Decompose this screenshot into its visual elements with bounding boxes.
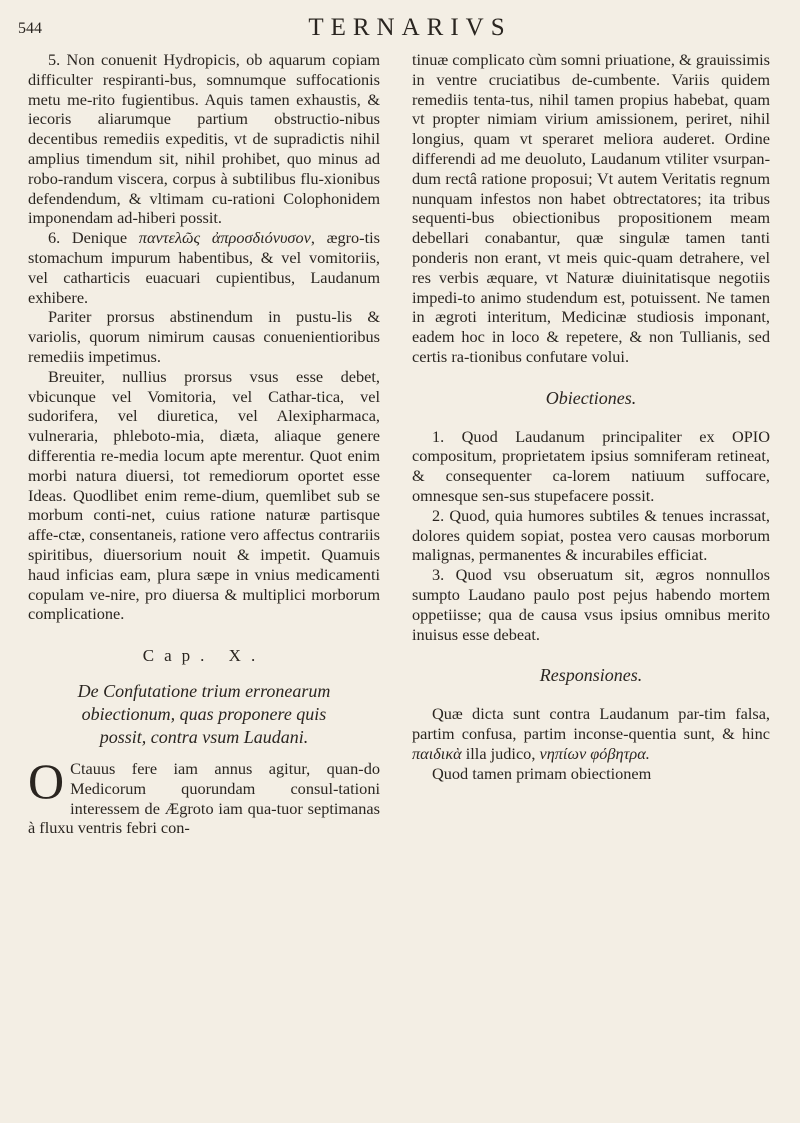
drop-cap: O	[28, 752, 65, 809]
objection-2: 2. Quod, quia humores subtiles & tenues incrassat, dolores quidem sopiat, postea vero causas morborum malignas, permanentes & incurabiles efficiat.	[412, 505, 770, 565]
response-start: Quæ dicta sunt contra Laudanum par-tim falsa, partim confusa, partim inconse-quentia sunt, & hinc	[412, 704, 770, 743]
paragraph-6-start: 6. Denique	[48, 228, 139, 248]
running-title: TERNARIVS	[308, 14, 512, 41]
opening-paragraph	[28, 752, 380, 838]
page-header	[0, 10, 800, 50]
response-end: illa judico,	[461, 743, 536, 763]
paragraph-pariter: Pariter prorsus abstinendum in pustu-lis & variolis, quorum nimirum causas conuenientioribus remediis impetimus.	[28, 307, 380, 366]
obiectiones-heading: Obiectiones.	[545, 387, 637, 408]
chapter-heading-line-1: De Confutatione trium erronearum	[77, 680, 331, 701]
left-column	[28, 50, 380, 838]
page-number: 544	[18, 20, 42, 37]
paragraph-continued: tinuæ complicato cùm somni priuatione, & grauissimis in ventre cruciatibus de-cumbente. Variis quidem remediis tenta-tus, nihil tamen propius habebat, quam vt propter nimiam virium amissionem, periret, nihil longius, quam vt speraret meliora auderet. Ordine differendi ad me deuoluto, Laudanum vtiliter vsurpan-dum rectâ ratione proposui; Vt autem Veritatis regnum nunquam infestos non habet obtrectatores; ita tribus sequenti-bus obiectionibus propositionem meam debellari conabantur, quæ singulæ tamen tanti ponderis non erant, vt meis quic-quam detrahere, vel res verbis æquare, vt Naturæ diuinitatisque negotiis impedi-to animo studendum est, potuissent. Ne tamen in ægroti interitum, Medicinæ studiosis imponant, eadem hoc in loco & repetere, & non Tullianis, sed certis ra-tionibus confutare volui.	[412, 50, 770, 366]
paragraph-5: 5. Non conuenit Hydropicis, ob aquarum copiam difficulter respiranti-bus, somnumque suffocationis metu me-rito fugientibus. Aquis tamen exhaustis, & iecoris aliarumque partium obstructio-nibus decentibus remediis expeditis, vt de supradictis nihil amplius timendum sit, nihil prohibet, quo minus ad robo-randum viscera, corpus à subtilibus flu-xionibus defendendum, & vltimam cu-rationi Colophonidem imponendam ad-hiberi possit.	[28, 50, 380, 228]
response-paragraph	[412, 704, 770, 763]
right-column	[412, 50, 770, 783]
responsiones-heading: Responsiones.	[539, 665, 643, 686]
chapter-number: Cap. X.	[142, 646, 266, 666]
objection-1: 1. Quod Laudanum principaliter ex OPIO compositum, proprietatem ipsius somniferam retineat, & consequenter ca-lorem natiuum suffocare, omnesque sen-sus stupefacere possit.	[412, 426, 770, 505]
chapter-heading	[28, 680, 380, 749]
greek-phrase: παντελῶς ἀπροσδιόνυσον	[138, 228, 311, 248]
paragraph-6-end: , ægro-tis stomachum impurum habentibus, & vel vomitoriis, vel catharticis euacuari cupientibus, Laudanum exhibere.	[28, 228, 380, 307]
greek-word: παιδικὰ	[412, 743, 462, 763]
objection-3: 3. Quod vsu obseruatum sit, ægros nonnullos sumpto Laudano paulo post pejus habendo mortem oppetiisse; qua de causa vsus ipsius omnibus merito inuisus esse debeat.	[412, 565, 770, 644]
paragraph-6	[28, 228, 380, 307]
response-last-line: Quod tamen primam obiectionem	[432, 763, 652, 783]
chapter-heading-line-3: possit, contra vsum Laudani.	[99, 726, 309, 747]
chapter-heading-line-2: obiectionum, quas proponere quis	[81, 703, 327, 724]
greek-phrase-2: νηπίων φόβητρα.	[539, 743, 650, 763]
paragraph-breuiter: Breuiter, nullius prorsus vsus esse debet, vbicunque vel Vomitoria, vel Cathar-tica, vel sudorifera, vel diuretica, vel Alexipharmaca, vulneraria, phleboto-mia, diæta, aliaque genere differentia re-media locum apte merentur. Quot enim morbi natura diuersi, tot remediorum oportet esse Ideas. Quodlibet enim reme-dium, quemlibet sub se morbum conti-net, cuius ratione naturæ partisque affe-ctæ, consentaneis, ratione vero affectus contrariis spiritibus, diuersorium nouit & impetit. Quamuis haud inficias eam, plura sæpe in vnius medicamenti copulam ve-nire, pro diuersa & multiplici morborum complicatione.	[28, 366, 380, 624]
paragraph-octauus: Ctauus fere iam annus agitur, quan-do Medicorum quorundam consul-tationi interessem de Ægroto iam qua-tuor septimanas à fluxu ventris febri con-	[28, 758, 380, 838]
